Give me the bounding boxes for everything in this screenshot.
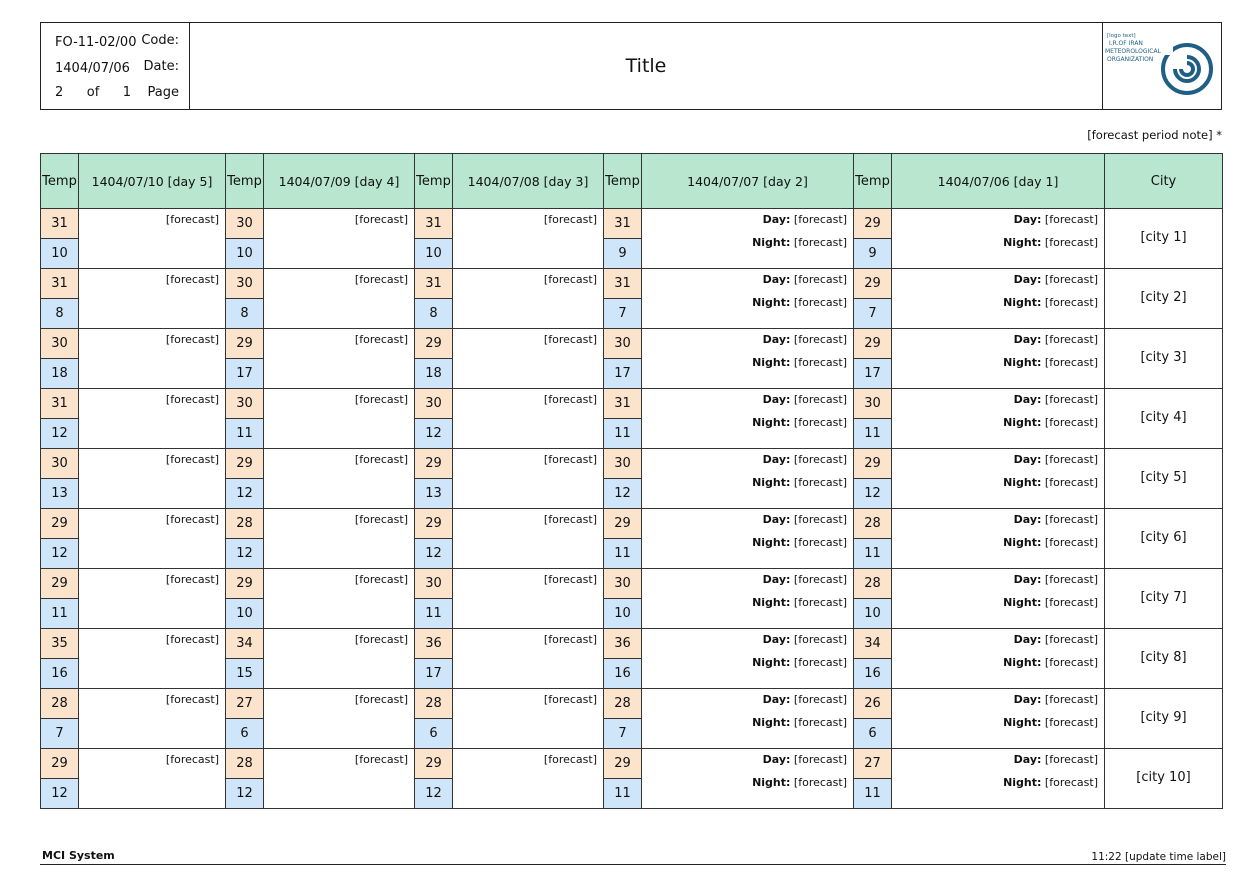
forecast-period-note: * [forecast period note] bbox=[1087, 128, 1222, 142]
day-2-forecast bbox=[642, 749, 854, 809]
day-text: [forecast] bbox=[793, 633, 847, 646]
day-5-forecast: [forecast] bbox=[79, 389, 226, 449]
night-text: [forecast] bbox=[793, 356, 847, 370]
night-text: [forecast] bbox=[1044, 536, 1098, 550]
night-text: [forecast] bbox=[1044, 656, 1098, 670]
day-text: [forecast] bbox=[793, 693, 847, 706]
day-label: Day: bbox=[762, 573, 791, 586]
max-temp: 26 bbox=[854, 689, 892, 719]
day-1-forecast bbox=[892, 209, 1105, 269]
day-text: [forecast] bbox=[793, 333, 847, 346]
min-temp: 8 bbox=[415, 299, 453, 329]
day-2-forecast bbox=[642, 689, 854, 749]
city-column-header: City bbox=[1105, 154, 1223, 209]
max-temp: 29 bbox=[854, 269, 892, 299]
max-temp: 29 bbox=[41, 509, 79, 539]
day-2-forecast bbox=[642, 209, 854, 269]
night-text: [forecast] bbox=[793, 596, 847, 610]
page-current: 1 bbox=[122, 85, 131, 100]
max-temp: 29 bbox=[854, 329, 892, 359]
max-temp: 34 bbox=[226, 629, 264, 659]
night-text: [forecast] bbox=[1044, 296, 1098, 310]
min-temp: 9 bbox=[604, 239, 642, 269]
day-5-forecast: [forecast] bbox=[79, 509, 226, 569]
day-4-forecast: [forecast] bbox=[264, 389, 415, 449]
min-temp: 6 bbox=[226, 719, 264, 749]
max-temp: 31 bbox=[41, 389, 79, 419]
max-temp: 28 bbox=[854, 569, 892, 599]
min-temp: 12 bbox=[604, 479, 642, 509]
night-label: Night: bbox=[1003, 596, 1042, 610]
max-temp: 27 bbox=[854, 749, 892, 779]
day-label: Day: bbox=[762, 273, 791, 286]
max-temp: 29 bbox=[415, 329, 453, 359]
day-1-forecast bbox=[892, 569, 1105, 629]
day-5-forecast: [forecast] bbox=[79, 329, 226, 389]
max-temp: 30 bbox=[41, 329, 79, 359]
day-4-forecast: [forecast] bbox=[264, 689, 415, 749]
day-label: Day: bbox=[762, 513, 791, 526]
day-5-forecast: [forecast] bbox=[79, 209, 226, 269]
night-text: [forecast] bbox=[793, 716, 847, 730]
min-temp: 11 bbox=[604, 779, 642, 809]
min-temp: 11 bbox=[41, 599, 79, 629]
night-label: Night: bbox=[1003, 776, 1042, 790]
city-name: [city 1] bbox=[1105, 209, 1223, 269]
day-label: Day: bbox=[1013, 573, 1042, 586]
night-text: [forecast] bbox=[1044, 476, 1098, 490]
day-3-forecast: [forecast] bbox=[453, 449, 604, 509]
day-4-forecast: [forecast] bbox=[264, 269, 415, 329]
max-temp: 28 bbox=[854, 509, 892, 539]
min-temp: 12 bbox=[41, 419, 79, 449]
day-5-forecast: [forecast] bbox=[79, 269, 226, 329]
day-1-forecast bbox=[892, 329, 1105, 389]
min-temp: 17 bbox=[226, 359, 264, 389]
day-3-forecast: [forecast] bbox=[453, 569, 604, 629]
day-2-forecast bbox=[642, 329, 854, 389]
min-temp: 11 bbox=[604, 419, 642, 449]
day-label: Day: bbox=[1013, 633, 1042, 646]
max-temp: 31 bbox=[415, 269, 453, 299]
day-5-header: [day 5] 1404/07/10 bbox=[79, 154, 226, 209]
night-text: [forecast] bbox=[793, 776, 847, 790]
min-temp: 12 bbox=[226, 779, 264, 809]
max-temp: 30 bbox=[41, 449, 79, 479]
min-temp: 11 bbox=[415, 599, 453, 629]
max-temp: 28 bbox=[41, 689, 79, 719]
day-5-forecast: [forecast] bbox=[79, 689, 226, 749]
min-temp: 12 bbox=[226, 539, 264, 569]
day-4-forecast: [forecast] bbox=[264, 629, 415, 689]
min-temp: 10 bbox=[226, 239, 264, 269]
night-label: Night: bbox=[752, 476, 791, 490]
day-5-forecast: [forecast] bbox=[79, 629, 226, 689]
night-text: [forecast] bbox=[1044, 236, 1098, 250]
day-text: [forecast] bbox=[793, 213, 847, 226]
day-4-forecast: [forecast] bbox=[264, 509, 415, 569]
day-1-forecast bbox=[892, 509, 1105, 569]
form-code-block bbox=[41, 23, 190, 109]
night-label: Night: bbox=[1003, 416, 1042, 430]
logo-text-fa: [logo text] bbox=[1107, 33, 1136, 39]
page-counter bbox=[55, 85, 131, 100]
min-temp: 13 bbox=[415, 479, 453, 509]
day-text: [forecast] bbox=[1044, 273, 1098, 286]
min-temp: 7 bbox=[604, 719, 642, 749]
day-label: Day: bbox=[762, 213, 791, 226]
table-row bbox=[41, 329, 1223, 359]
day-3-forecast: [forecast] bbox=[453, 749, 604, 809]
night-label: Night: bbox=[752, 416, 791, 430]
max-temp: 36 bbox=[604, 629, 642, 659]
forecast-table bbox=[40, 153, 1223, 809]
day-label: Day: bbox=[1013, 693, 1042, 706]
max-temp: 31 bbox=[604, 389, 642, 419]
night-label: Night: bbox=[752, 716, 791, 730]
max-temp: 30 bbox=[604, 449, 642, 479]
max-temp: 28 bbox=[604, 689, 642, 719]
min-temp: 18 bbox=[415, 359, 453, 389]
night-label: Night: bbox=[752, 536, 791, 550]
day-text: [forecast] bbox=[1044, 213, 1098, 226]
min-temp: 17 bbox=[604, 359, 642, 389]
max-temp: 29 bbox=[854, 209, 892, 239]
city-name: [city 5] bbox=[1105, 449, 1223, 509]
day-text: [forecast] bbox=[1044, 753, 1098, 766]
night-text: [forecast] bbox=[1044, 416, 1098, 430]
max-temp: 29 bbox=[854, 449, 892, 479]
max-temp: 30 bbox=[226, 209, 264, 239]
max-temp: 29 bbox=[415, 449, 453, 479]
footer-update-time: [update time label] 11:22 bbox=[1091, 851, 1226, 863]
city-name: [city 4] bbox=[1105, 389, 1223, 449]
date-value: 1404/07/06 bbox=[55, 61, 130, 76]
night-label: Night: bbox=[752, 776, 791, 790]
min-temp: 11 bbox=[604, 539, 642, 569]
day-1-forecast bbox=[892, 749, 1105, 809]
day-4-forecast: [forecast] bbox=[264, 449, 415, 509]
temp-header: Temp bbox=[854, 154, 892, 209]
min-temp: 12 bbox=[415, 779, 453, 809]
table-row bbox=[41, 209, 1223, 239]
table-header-row bbox=[41, 154, 1223, 209]
max-temp: 27 bbox=[226, 689, 264, 719]
logo-text-2: METEOROLOGICAL bbox=[1105, 48, 1161, 55]
footer-divider bbox=[40, 864, 1226, 865]
day-label: Day: bbox=[762, 453, 791, 466]
min-temp: 10 bbox=[226, 599, 264, 629]
max-temp: 29 bbox=[226, 329, 264, 359]
max-temp: 31 bbox=[415, 209, 453, 239]
day-label: Day: bbox=[762, 753, 791, 766]
table-row bbox=[41, 569, 1223, 599]
max-temp: 34 bbox=[854, 629, 892, 659]
min-temp: 16 bbox=[604, 659, 642, 689]
day-label: Day: bbox=[1013, 453, 1042, 466]
page-title: Title bbox=[625, 55, 667, 77]
day-3-forecast: [forecast] bbox=[453, 329, 604, 389]
min-temp: 12 bbox=[415, 419, 453, 449]
day-text: [forecast] bbox=[793, 453, 847, 466]
day-text: [forecast] bbox=[1044, 393, 1098, 406]
min-temp: 7 bbox=[854, 299, 892, 329]
day-2-forecast bbox=[642, 569, 854, 629]
table-row bbox=[41, 749, 1223, 779]
day-1-forecast bbox=[892, 269, 1105, 329]
page-of: of bbox=[86, 85, 100, 100]
min-temp: 18 bbox=[41, 359, 79, 389]
min-temp: 13 bbox=[41, 479, 79, 509]
temp-header: Temp bbox=[41, 154, 79, 209]
night-text: [forecast] bbox=[793, 476, 847, 490]
min-temp: 10 bbox=[854, 599, 892, 629]
night-text: [forecast] bbox=[793, 236, 847, 250]
max-temp: 29 bbox=[415, 749, 453, 779]
max-temp: 30 bbox=[226, 389, 264, 419]
max-temp: 31 bbox=[41, 209, 79, 239]
day-1-forecast bbox=[892, 389, 1105, 449]
night-text: [forecast] bbox=[793, 296, 847, 310]
min-temp: 11 bbox=[854, 419, 892, 449]
min-temp: 12 bbox=[41, 539, 79, 569]
min-temp: 7 bbox=[41, 719, 79, 749]
max-temp: 28 bbox=[226, 509, 264, 539]
night-label: Night: bbox=[1003, 716, 1042, 730]
footer-system: MCI System bbox=[42, 849, 115, 862]
night-text: [forecast] bbox=[1044, 716, 1098, 730]
min-temp: 8 bbox=[226, 299, 264, 329]
day-text: [forecast] bbox=[793, 273, 847, 286]
day-4-forecast: [forecast] bbox=[264, 569, 415, 629]
day-3-forecast: [forecast] bbox=[453, 269, 604, 329]
day-3-forecast: [forecast] bbox=[453, 629, 604, 689]
night-label: Night: bbox=[1003, 536, 1042, 550]
temp-header: Temp bbox=[604, 154, 642, 209]
min-temp: 12 bbox=[415, 539, 453, 569]
max-temp: 35 bbox=[41, 629, 79, 659]
night-text: [forecast] bbox=[793, 536, 847, 550]
day-3-forecast: [forecast] bbox=[453, 509, 604, 569]
day-label: Day: bbox=[1013, 393, 1042, 406]
night-label: Night: bbox=[1003, 296, 1042, 310]
min-temp: 6 bbox=[415, 719, 453, 749]
min-temp: 11 bbox=[854, 779, 892, 809]
day-label: Day: bbox=[1013, 213, 1042, 226]
day-label: Day: bbox=[1013, 753, 1042, 766]
table-row bbox=[41, 449, 1223, 479]
night-text: [forecast] bbox=[793, 416, 847, 430]
table-row bbox=[41, 269, 1223, 299]
day-label: Day: bbox=[762, 633, 791, 646]
day-4-forecast: [forecast] bbox=[264, 329, 415, 389]
day-text: [forecast] bbox=[1044, 453, 1098, 466]
code-value: FO-11-02/00 bbox=[55, 35, 137, 50]
day-5-forecast: [forecast] bbox=[79, 749, 226, 809]
day-2-forecast bbox=[642, 509, 854, 569]
max-temp: 28 bbox=[415, 689, 453, 719]
city-name: [city 6] bbox=[1105, 509, 1223, 569]
day-5-forecast: [forecast] bbox=[79, 569, 226, 629]
day-text: [forecast] bbox=[1044, 513, 1098, 526]
day-label: Day: bbox=[762, 693, 791, 706]
day-text: [forecast] bbox=[793, 513, 847, 526]
min-temp: 15 bbox=[226, 659, 264, 689]
day-2-forecast bbox=[642, 389, 854, 449]
day-text: [forecast] bbox=[1044, 333, 1098, 346]
day-label: Day: bbox=[1013, 513, 1042, 526]
night-text: [forecast] bbox=[1044, 596, 1098, 610]
min-temp: 12 bbox=[41, 779, 79, 809]
max-temp: 30 bbox=[415, 569, 453, 599]
day-text: [forecast] bbox=[1044, 693, 1098, 706]
page-total: 2 bbox=[55, 85, 64, 100]
code-label: Code: bbox=[141, 33, 179, 48]
max-temp: 30 bbox=[854, 389, 892, 419]
day-1-forecast bbox=[892, 689, 1105, 749]
night-label: Night: bbox=[752, 656, 791, 670]
night-label: Night: bbox=[752, 296, 791, 310]
meteorology-logo-icon bbox=[1103, 23, 1219, 109]
document-header bbox=[40, 22, 1222, 110]
day-label: Day: bbox=[1013, 333, 1042, 346]
max-temp: 30 bbox=[226, 269, 264, 299]
min-temp: 8 bbox=[41, 299, 79, 329]
night-label: Night: bbox=[1003, 476, 1042, 490]
day-3-forecast: [forecast] bbox=[453, 389, 604, 449]
day-text: [forecast] bbox=[1044, 633, 1098, 646]
max-temp: 28 bbox=[226, 749, 264, 779]
day-1-forecast bbox=[892, 449, 1105, 509]
min-temp: 10 bbox=[41, 239, 79, 269]
logo-text-3: ORGANIZATION bbox=[1107, 56, 1154, 63]
day-4-forecast: [forecast] bbox=[264, 749, 415, 809]
max-temp: 29 bbox=[604, 509, 642, 539]
day-2-header: [day 2] 1404/07/07 bbox=[642, 154, 854, 209]
org-logo bbox=[1102, 23, 1221, 109]
max-temp: 31 bbox=[604, 269, 642, 299]
day-3-forecast: [forecast] bbox=[453, 209, 604, 269]
min-temp: 7 bbox=[604, 299, 642, 329]
max-temp: 30 bbox=[415, 389, 453, 419]
max-temp: 29 bbox=[604, 749, 642, 779]
max-temp: 29 bbox=[41, 569, 79, 599]
day-text: [forecast] bbox=[793, 393, 847, 406]
table-row bbox=[41, 509, 1223, 539]
min-temp: 16 bbox=[854, 659, 892, 689]
city-name: [city 9] bbox=[1105, 689, 1223, 749]
date-label: Date: bbox=[143, 59, 179, 74]
min-temp: 10 bbox=[604, 599, 642, 629]
day-text: [forecast] bbox=[1044, 573, 1098, 586]
day-1-forecast bbox=[892, 629, 1105, 689]
min-temp: 16 bbox=[41, 659, 79, 689]
day-label: Day: bbox=[762, 333, 791, 346]
city-name: [city 7] bbox=[1105, 569, 1223, 629]
city-name: [city 10] bbox=[1105, 749, 1223, 809]
day-2-forecast bbox=[642, 269, 854, 329]
city-name: [city 2] bbox=[1105, 269, 1223, 329]
min-temp: 17 bbox=[415, 659, 453, 689]
day-text: [forecast] bbox=[793, 573, 847, 586]
max-temp: 31 bbox=[41, 269, 79, 299]
day-3-header: [day 3] 1404/07/08 bbox=[453, 154, 604, 209]
max-temp: 30 bbox=[604, 569, 642, 599]
night-label: Night: bbox=[1003, 236, 1042, 250]
min-temp: 12 bbox=[854, 479, 892, 509]
day-label: Day: bbox=[762, 393, 791, 406]
min-temp: 10 bbox=[415, 239, 453, 269]
min-temp: 11 bbox=[226, 419, 264, 449]
day-3-forecast: [forecast] bbox=[453, 689, 604, 749]
day-2-forecast bbox=[642, 449, 854, 509]
night-text: [forecast] bbox=[1044, 776, 1098, 790]
night-label: Night: bbox=[752, 236, 791, 250]
night-label: Night: bbox=[752, 356, 791, 370]
day-label: Day: bbox=[1013, 273, 1042, 286]
max-temp: 36 bbox=[415, 629, 453, 659]
night-text: [forecast] bbox=[1044, 356, 1098, 370]
night-label: Night: bbox=[1003, 656, 1042, 670]
min-temp: 6 bbox=[854, 719, 892, 749]
min-temp: 11 bbox=[854, 539, 892, 569]
night-label: Night: bbox=[1003, 356, 1042, 370]
day-1-header: [day 1] 1404/07/06 bbox=[892, 154, 1105, 209]
max-temp: 29 bbox=[41, 749, 79, 779]
min-temp: 12 bbox=[226, 479, 264, 509]
table-row bbox=[41, 389, 1223, 419]
min-temp: 9 bbox=[854, 239, 892, 269]
night-text: [forecast] bbox=[793, 656, 847, 670]
day-2-forecast bbox=[642, 629, 854, 689]
table-row bbox=[41, 629, 1223, 659]
city-name: [city 8] bbox=[1105, 629, 1223, 689]
max-temp: 29 bbox=[415, 509, 453, 539]
temp-header: Temp bbox=[226, 154, 264, 209]
table-row bbox=[41, 689, 1223, 719]
day-5-forecast: [forecast] bbox=[79, 449, 226, 509]
max-temp: 31 bbox=[604, 209, 642, 239]
day-4-forecast: [forecast] bbox=[264, 209, 415, 269]
city-name: [city 3] bbox=[1105, 329, 1223, 389]
temp-header: Temp bbox=[415, 154, 453, 209]
max-temp: 30 bbox=[604, 329, 642, 359]
day-4-header: [day 4] 1404/07/09 bbox=[264, 154, 415, 209]
max-temp: 29 bbox=[226, 449, 264, 479]
day-text: [forecast] bbox=[793, 753, 847, 766]
logo-text-1: I.R.OF IRAN bbox=[1109, 40, 1143, 47]
night-label: Night: bbox=[752, 596, 791, 610]
min-temp: 17 bbox=[854, 359, 892, 389]
page-label: Page bbox=[147, 85, 179, 100]
max-temp: 29 bbox=[226, 569, 264, 599]
